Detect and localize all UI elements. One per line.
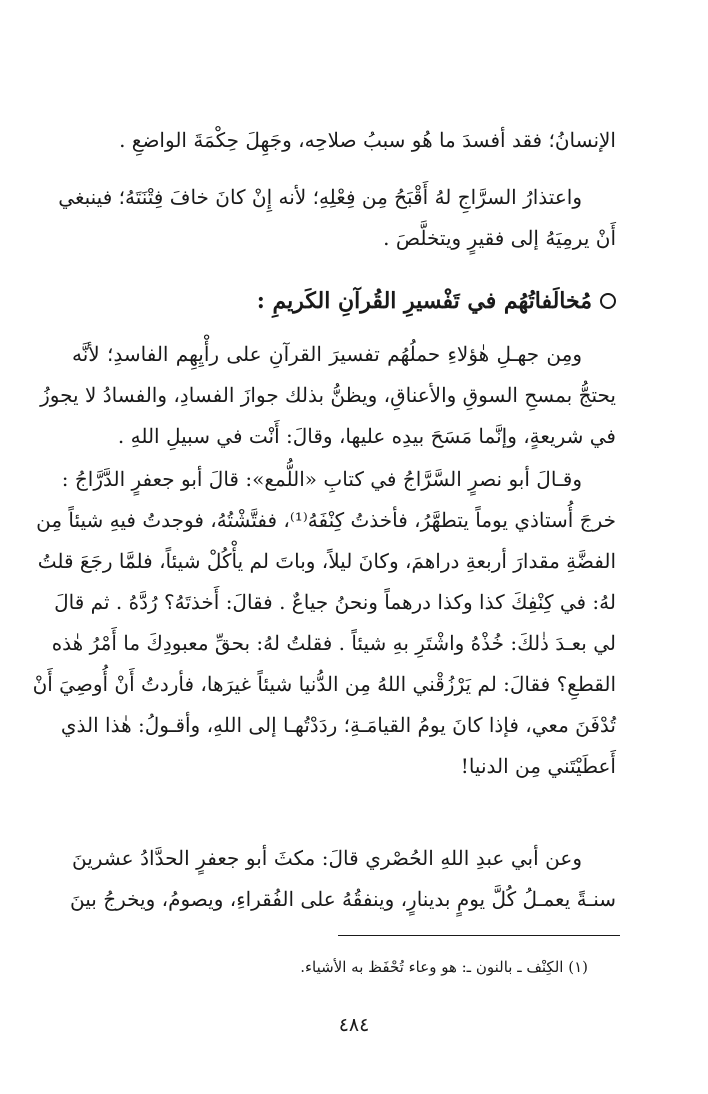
paragraph-2 [58,177,616,259]
bullet-circle-icon [600,293,616,309]
text-line: خرجَ أُستاذي يوماً يتطهَّرُ، فأخذتُ كِنْفَهُ⁽¹⁾، ففتَّشْتُهُ، فوجدتُ فيهِ شيئاً مِن [36,508,616,532]
page-number: ٤٨٤ [338,1014,370,1036]
text-line: في شريعةٍ، وإنَّما مَسَحَ بيدِه عليها، وقالَ: أَنْت في سبيلِ اللهِ . [117,424,616,448]
text-line: القطعِ؟ فقالَ: لم يَرْزُقْني اللهُ مِن الدُّنيا شيئاً غيرَها، فأردتُ أَنْ أُوصِيَ أَنْ [32,672,616,696]
text-line: الفضَّةِ مقدارَ أربعةِ دراهمَ، وكانَ ليلاً، وباتَ لم يأْكُلْ شيئاً، فلمَّا رجَعَ قلتُ [37,549,616,573]
paragraph-4 [32,459,616,787]
section-heading [72,280,616,322]
text-line: تُدْفَنَ معي، فإذا كانَ يومُ القيامَـةِ؛ ردَدْتُهـا إلى اللهِ، وأقـولُ: هٰذا الذي [60,713,616,737]
text-line: الإنسانُ؛ فقد أفسدَ ما هُو سببُ صلاحِه، وجَهِلَ حِكْمَةَ الواضعِ . [119,128,616,152]
footnote-divider [338,935,620,936]
text-line: أَعطَيْتَني مِن الدنيا! [460,754,616,778]
text-line: واعتذارُ السرَّاجِ لهُ أَقْبَحُ مِن فِعْلِهِ؛ لأنه إِنْ كانَ خافَ فِتْنَتَهُ؛ فينبغي [58,185,582,209]
text-line: سنـةً يعمـلُ كُلَّ يومٍ بدينارٍ، وينفقُهُ على الفُقراءِ، ويصومُ، ويخرجُ بينَ [70,887,616,911]
text-line: وقـالَ أبو نصرٍ السَّرَّاجُ في كتابِ «اللُّمع»: قالَ أبو جعفرٍ الدَّرَّاجُ : [61,467,582,491]
paragraph-5 [72,838,616,920]
text-line: يحتجُّ بمسحِ السوقِ والأعناقِ، ويظنُّ بذلك جوازَ الفسادِ، والفسادُ لا يجوزُ [40,383,616,407]
text-line: ومِن جهـلِ هٰؤلاءِ حملُهُم تفسيرَ القرآنِ على رأْيِهِم الفاسدِ؛ لأنَّه [72,342,582,366]
footnote: (١) الكِنْف ـ بالنون ـ: هو وعاء تُحْفَظ به الأشياء. [300,958,588,976]
paragraph-3 [40,334,616,457]
text-line: لي بعـدَ ذٰلكَ: خُذْهُ واشْتَرِ بهِ شيئاً . فقلتُ لهُ: بحقِّ معبودِكَ ما أَمْرُ هٰذه [51,631,616,655]
section-heading-text: مُخالَفاتُهُم في تَفْسيرِ القُرآنِ الكَريمِ : [256,288,592,314]
text-line: لهُ: في كِنْفِكَ كذا وكذا درهماً ونحنُ جياعٌ . فقالَ: أَخذتَهُ؟ رُدَّهُ . ثم قالَ [54,590,616,614]
paragraph-1 [72,120,616,161]
text-line: أَنْ يرمِيَهُ إلى فقيرٍ ويتخلَّصَ . [383,226,616,250]
text-line: وعن أبي عبدِ اللهِ الحُصْري قالَ: مكثَ أبو جعفرٍ الحدَّادُ عشرينَ [72,846,582,870]
